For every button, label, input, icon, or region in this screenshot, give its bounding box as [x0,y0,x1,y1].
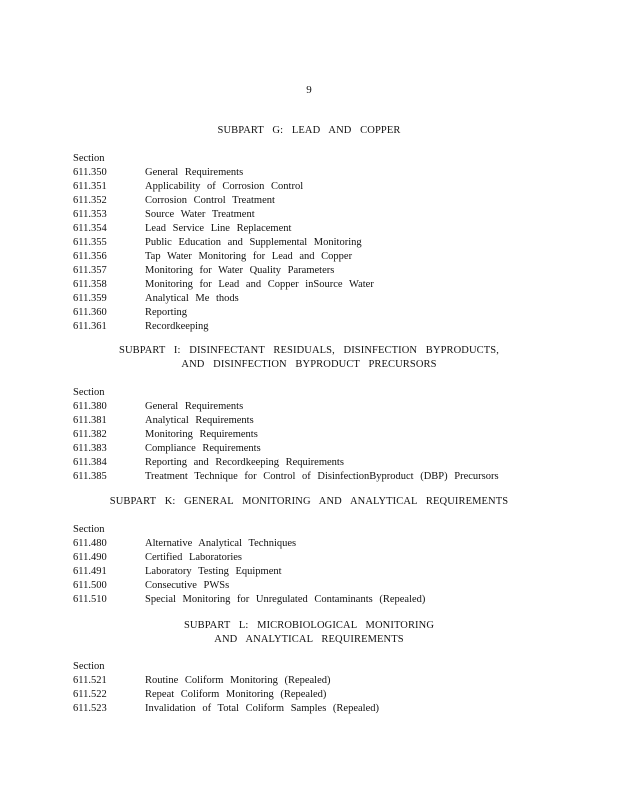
section-number: 611.355 [73,237,107,248]
section-number: 611.360 [73,307,107,318]
heading-line: SUBPART G: LEAD AND COPPER [217,125,401,136]
section-rows [73,400,499,484]
section-title: Monitoring Requirements [145,429,258,440]
section-row [73,166,374,180]
subpart-k-heading [0,495,618,509]
section-title: General Requirements [145,167,244,178]
section-number: 611.383 [73,443,107,454]
section-label: Section [73,661,105,672]
section-rows [73,166,374,334]
heading-line: SUBPART I: DISINFECTANT RESIDUALS, DISINFECTION BYPRODUCTS, [119,345,499,356]
section-title: Applicability of Corrosion Control [145,181,304,192]
section-row [73,456,499,470]
section-title: Invalidation of Total Coliform Samples (Repealed) [145,703,379,714]
section-row [73,593,425,607]
subpart-i-section-list [73,386,499,484]
section-row [73,306,374,320]
section-title: Analytical Requirements [145,415,254,426]
section-number: 611.382 [73,429,107,440]
section-number: 611.381 [73,415,107,426]
section-number: 611.385 [73,471,107,482]
section-row [73,537,425,551]
subpart-i-heading [0,344,618,372]
subpart-l-section-list [73,660,379,716]
section-row [73,674,379,688]
section-title: Special Monitoring for Unregulated Contaminants (Repealed) [145,594,426,605]
subpart-g-heading [0,124,618,138]
section-number: 611.358 [73,279,107,290]
section-row [73,208,374,222]
section-title: Lead Service Line Replacement [145,223,292,234]
section-label: Section [73,524,105,535]
section-number: 611.351 [73,181,107,192]
section-row [73,428,499,442]
section-label: Section [73,153,105,164]
section-number: 611.491 [73,566,107,577]
subpart-k-section-list [73,523,425,607]
subpart-l-heading [0,619,618,647]
section-number: 611.384 [73,457,107,468]
section-title: Certified Laboratories [145,552,243,563]
section-title: Tap Water Monitoring for Lead and Copper [145,251,353,262]
section-title: Reporting and Recordkeeping Requirements [145,457,344,468]
section-number: 611.353 [73,209,107,220]
section-number: 611.490 [73,552,107,563]
section-number: 611.350 [73,167,107,178]
section-title: Monitoring for Water Quality Parameters [145,265,335,276]
page-number: 9 [306,84,312,96]
section-number: 611.523 [73,703,107,714]
section-rows [73,537,425,607]
section-row [73,180,374,194]
heading-line: SUBPART K: GENERAL MONITORING AND ANALYTICAL REQUIREMENTS [109,496,509,507]
section-row [73,222,374,236]
heading-line: SUBPART L: MICROBIOLOGICAL MONITORING [183,620,435,631]
section-row [73,194,374,208]
section-number: 611.357 [73,265,107,276]
section-row [73,292,374,306]
section-title: Recordkeeping [145,321,209,332]
section-number: 611.521 [73,675,107,686]
section-row [73,278,374,292]
section-title: Routine Coliform Monitoring (Repealed) [145,675,331,686]
section-number: 611.356 [73,251,107,262]
section-row [73,414,499,428]
section-number: 611.359 [73,293,107,304]
section-label: Section [73,387,105,398]
section-row [73,264,374,278]
section-title: Treatment Technique for Control of DisinfectionByproduct (DBP) Precursors [145,471,499,482]
section-number: 611.510 [73,594,107,605]
section-title: Compliance Requirements [145,443,261,454]
section-title: Consecutive PWSs [145,580,230,591]
section-row [73,702,379,716]
section-number: 611.361 [73,321,107,332]
heading-line: AND DISINFECTION BYPRODUCT PRECURSORS [181,359,437,370]
section-row [73,551,425,565]
heading-line: AND ANALYTICAL REQUIREMENTS [214,634,404,645]
section-title: Corrosion Control Treatment [145,195,275,206]
section-row [73,442,499,456]
section-title: Repeat Coliform Monitoring (Repealed) [145,689,327,700]
section-title: Analytical Me thods [145,293,239,304]
section-title: Monitoring for Lead and Copper inSource Water [145,279,374,290]
section-row [73,688,379,702]
section-row [73,320,374,334]
section-number: 611.354 [73,223,107,234]
section-number: 611.522 [73,689,107,700]
section-row [73,565,425,579]
section-title: Public Education and Supplemental Monitoring [145,237,362,248]
section-row [73,236,374,250]
section-row [73,470,499,484]
section-title: Laboratory Testing Equipment [145,566,282,577]
section-number: 611.380 [73,401,107,412]
section-title: Alternative Analytical Techniques [145,538,297,549]
section-row [73,579,425,593]
section-row [73,250,374,264]
section-number: 611.500 [73,580,107,591]
section-title: Reporting [145,307,187,318]
section-title: Source Water Treatment [145,209,255,220]
section-number: 611.352 [73,195,107,206]
section-rows [73,674,379,716]
section-title: General Requirements [145,401,244,412]
section-number: 611.480 [73,538,107,549]
subpart-g-section-list [73,152,374,334]
section-row [73,400,499,414]
